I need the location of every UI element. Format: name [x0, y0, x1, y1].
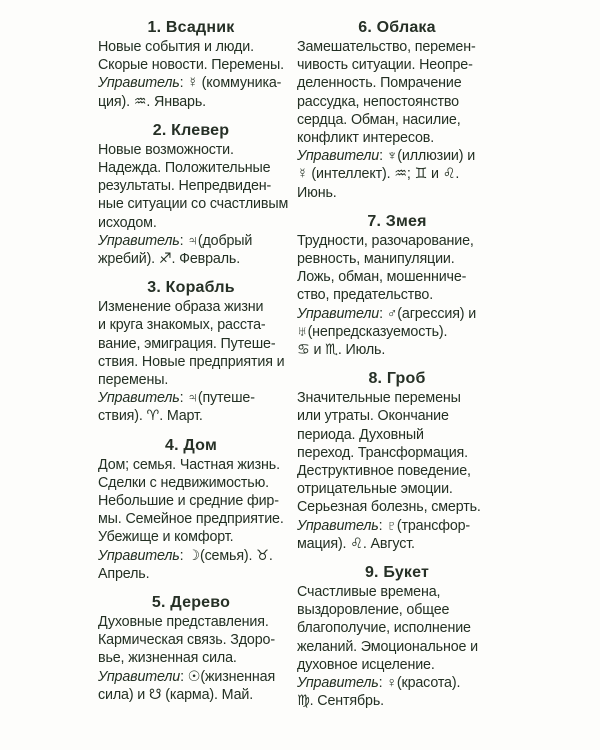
description-line: духовное исцеление. [297, 656, 435, 673]
description-line: конфликт интересов. [297, 130, 435, 147]
description-line: чивость ситуации. Неопре- [297, 57, 473, 74]
description-line: выздоровление, общее [297, 602, 450, 619]
card-description [297, 38, 497, 202]
card-7 [297, 212, 497, 359]
card-description [297, 389, 497, 553]
description-line: Дом; семья. Частная жизнь. [98, 456, 280, 473]
description-line: переход. Трансформация. [297, 444, 468, 461]
description-line: Убежище и комфорт. [98, 529, 234, 546]
card-title: 7. Змея [367, 212, 427, 230]
right-column [297, 18, 497, 721]
ruler-label: Управители [297, 305, 380, 322]
ruler-line: Управитель: ♀(красота). [297, 675, 461, 692]
description-line: сила) и ☋ (карма). Май. [98, 686, 254, 703]
description-line: жребий). ♐. Февраль. [98, 251, 241, 268]
description-line: Небольшие и средние фир- [98, 493, 279, 510]
description-line: ♍. Сентябрь. [297, 693, 384, 710]
card-1 [98, 18, 284, 111]
ruler-label: Управители [297, 148, 380, 165]
card-description [98, 456, 284, 583]
ruler-line: Управитель: ♃(добрый [98, 232, 253, 249]
ruler-label: Управитель [98, 547, 180, 564]
card-title: 4. Дом [165, 436, 217, 454]
description-line: ♋ и ♏. Июль. [297, 342, 386, 359]
description-line: деленность. Помрачение [297, 75, 462, 92]
description-line: Замешательство, перемен- [297, 39, 476, 55]
description-line: Кармическая связь. Здоро- [98, 632, 275, 649]
description-line: ные ситуации со счастливым [98, 196, 289, 213]
ruler-label: Управитель [98, 75, 180, 92]
ruler-label: Управители [98, 668, 181, 685]
description-line: ♅(непредсказуемость). [297, 323, 448, 340]
ruler-line: Управитель: ♇(трансфор- [297, 517, 471, 534]
ruler-line: Управитель: ♃(путеше- [98, 390, 255, 407]
card-2 [98, 121, 289, 268]
ruler-label: Управитель [98, 390, 180, 407]
ruler-line: Управители: ♆(иллюзии) и [297, 148, 476, 165]
ruler-label: Управитель [98, 232, 180, 249]
card-description [98, 298, 284, 425]
description-line: вание, эмиграция. Путеше- [98, 335, 276, 352]
description-line: Скорые новости. Перемены. [98, 57, 285, 74]
description-line: Сделки с недвижимостью. [98, 474, 269, 491]
description-line: мы. Семейное предприятие. [98, 511, 284, 528]
description-line: рассудка, непостоянство [297, 93, 459, 110]
description-line: Новые возможности. [98, 141, 234, 158]
card-description [297, 232, 497, 359]
ruler-label: Управитель [297, 517, 379, 534]
description-line: ство, предательство. [297, 287, 434, 304]
description-line: отрицательные эмоции. [297, 481, 453, 498]
card-9 [297, 563, 497, 710]
card-description [98, 141, 289, 268]
card-description [98, 613, 284, 704]
description-line: Апрель. [98, 565, 150, 582]
description-line: Изменение образа жизни [98, 299, 264, 316]
description-line: Ложь, обман, мошенниче- [297, 269, 467, 286]
ruler-line: Управители: ♂(агрессия) и [297, 305, 477, 322]
description-line: Новые события и люди. [98, 39, 254, 55]
description-line: сердца. Обман, насилие, [297, 111, 461, 128]
description-line: ☿ (интеллект). ♒; ♊ и ♌. [297, 166, 460, 183]
card-title: 9. Букет [364, 564, 430, 582]
ruler-label: Управитель [297, 675, 379, 692]
card-6 [297, 18, 497, 202]
description-line: результаты. Непредвиден- [98, 178, 272, 195]
description-line: вье, жизненная сила. [98, 650, 237, 667]
ruler-line: Управитель: ☿ (коммуника- [98, 75, 282, 92]
description-line: Серьезная болезнь, смерть. [297, 499, 481, 516]
ruler-line: Управители: ☉(жизненная [98, 668, 276, 685]
description-line: исходом. [98, 214, 157, 231]
card-description [297, 583, 497, 710]
description-line: или утраты. Окончание [297, 408, 449, 425]
description-line: ция). ♒. Январь. [98, 93, 206, 110]
description-line: Июнь. [297, 184, 337, 201]
description-line: Деструктивное поведение, [297, 463, 471, 480]
card-8 [297, 369, 497, 553]
card-title: 2. Клевер [152, 121, 230, 139]
description-line: периода. Духовный [297, 426, 424, 443]
description-line: перемены. [98, 372, 169, 389]
description-line: Трудности, разочарование, [297, 232, 474, 249]
card-3 [98, 278, 284, 425]
card-title: 5. Дерево [151, 594, 231, 612]
ruler-line: Управитель: ☽(семья). ♉. [98, 547, 273, 564]
card-4 [98, 436, 284, 583]
description-line: ревность, манипуляции. [297, 251, 455, 268]
description-line: ствия. Новые предприятия и [98, 353, 285, 370]
description-line: желаний. Эмоциональное и [297, 638, 478, 655]
left-column [98, 18, 289, 714]
card-title: 1. Всадник [147, 19, 235, 36]
description-line: благополучие, исполнение [297, 620, 471, 637]
description-line: Духовные представления. [98, 614, 269, 631]
description-line: мация). ♌. Август. [297, 535, 415, 552]
description-line: Счастливые времена, [297, 584, 441, 601]
description-line: ствия). ♈. Март. [98, 408, 203, 425]
card-description [98, 38, 284, 111]
card-title: 8. Гроб [368, 370, 426, 388]
description-line: Надежда. Положительные [98, 160, 271, 177]
description-line: и круга знакомых, расста- [98, 317, 266, 334]
description-line: Значительные перемены [297, 390, 461, 407]
card-title: 6. Облака [358, 19, 436, 36]
card-5 [98, 593, 284, 704]
card-title: 3. Корабль [147, 279, 235, 297]
